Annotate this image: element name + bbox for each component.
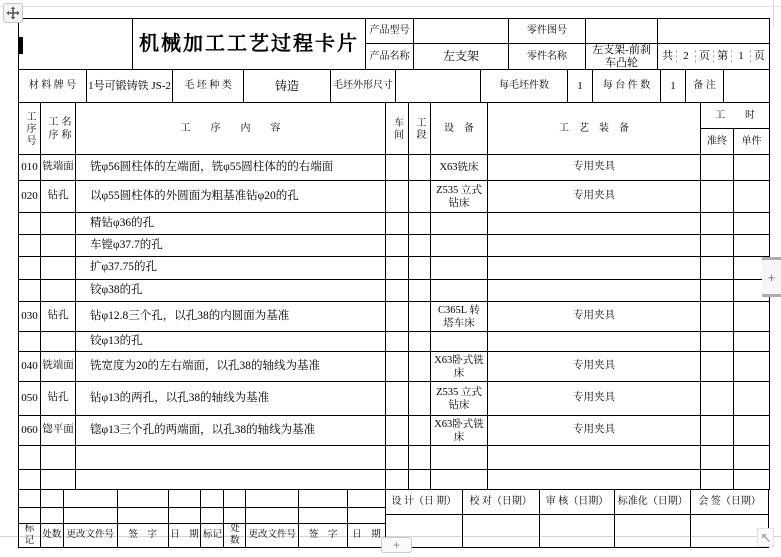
op-no-cell[interactable]	[19, 446, 41, 470]
workshop-cell[interactable]	[386, 235, 409, 257]
revision-empty-cell[interactable]	[19, 508, 41, 524]
workshop-cell[interactable]	[386, 257, 409, 280]
equipment-cell[interactable]: X63卧式铣床	[431, 352, 488, 382]
prep-time-cell[interactable]	[701, 181, 734, 213]
op-row	[19, 470, 770, 490]
op-content-cell[interactable]: 钻φ12.8三个孔，以孔38的内圆面为基准	[76, 302, 386, 332]
tooling-cell[interactable]: 专用夹具	[488, 382, 701, 416]
standardization-signature-cell[interactable]	[615, 514, 691, 548]
op-row	[19, 332, 770, 352]
prep-time-cell[interactable]	[701, 257, 734, 280]
section-cell[interactable]	[409, 280, 431, 302]
col-hours-header: 工 时	[701, 103, 770, 129]
date-label: 日 期	[348, 524, 386, 548]
op-name-cell[interactable]: 铣端面	[41, 352, 76, 382]
col-equipment-header: 设 备	[431, 103, 488, 155]
op-row	[19, 213, 770, 235]
material-section	[18, 69, 770, 103]
product-model-label: 产品型号	[366, 19, 414, 44]
revision-empty-cell[interactable]	[201, 490, 224, 508]
op-content-cell[interactable]: 钻φ13的两孔，以孔38的轴线为基准	[76, 382, 386, 416]
pieces-per-blank-label: 每毛坯件数	[481, 70, 568, 103]
op-content-cell[interactable]	[76, 446, 386, 470]
material-grade-label: 材 料 牌 号	[19, 70, 87, 103]
pieces-per-unit-value[interactable]: 1	[661, 70, 686, 103]
revision-empty-cell[interactable]	[40, 490, 63, 508]
tooling-cell[interactable]	[488, 470, 701, 490]
revision-empty-cell[interactable]	[117, 490, 168, 508]
equipment-cell[interactable]	[431, 332, 488, 352]
op-row	[19, 181, 770, 213]
part-drawing-no-value[interactable]	[586, 19, 658, 44]
part-drawing-no-label: 零件图号	[509, 19, 586, 44]
unit-time-cell[interactable]	[734, 155, 770, 181]
card-title: 机械加工工艺过程卡片	[133, 19, 366, 70]
prep-time-cell[interactable]	[701, 446, 734, 470]
revision-empty-cell[interactable]	[168, 490, 201, 508]
revision-empty-cell[interactable]	[168, 508, 201, 524]
equipment-cell[interactable]: X63卧式铣床	[431, 416, 488, 446]
revision-empty-cell[interactable]	[117, 508, 168, 524]
op-row	[19, 302, 770, 332]
proofread-date-label: 校 对（日期）	[462, 490, 539, 514]
col-section-header: 工段	[409, 103, 431, 155]
page-edge-line	[773, 0, 774, 27]
section-cell[interactable]	[409, 213, 431, 235]
op-no-cell[interactable]	[19, 470, 41, 490]
section-cell[interactable]	[409, 181, 431, 213]
op-name-cell[interactable]: 钻孔	[41, 302, 76, 332]
move-cross-icon	[6, 6, 20, 20]
section-cell[interactable]	[409, 416, 431, 446]
op-name-cell[interactable]	[41, 235, 76, 257]
workshop-cell[interactable]	[386, 280, 409, 302]
col-content-header: 工 序 内 容	[76, 103, 386, 155]
company-cell[interactable]	[19, 19, 133, 70]
op-no-cell[interactable]	[19, 332, 41, 352]
blank-size-label: 毛坯外形尺寸	[331, 70, 396, 103]
blank-type-value[interactable]: 铸造	[244, 70, 331, 103]
tooling-cell[interactable]: 专用夹具	[488, 352, 701, 382]
revision-empty-cell[interactable]	[348, 508, 386, 524]
page-current-value[interactable]: 1	[731, 50, 749, 63]
table-resize-handle[interactable]	[757, 528, 774, 547]
op-content-cell[interactable]: 铣宽度为20的左右端面，以孔38的轴线为基准	[76, 352, 386, 382]
process-card-table	[18, 18, 770, 548]
change-doc-no-label: 更改文件号	[63, 524, 117, 548]
part-name-label: 零件名称	[509, 44, 586, 70]
revision-empty-cell[interactable]	[224, 508, 246, 524]
pages-top-cell[interactable]	[658, 19, 770, 44]
revision-empty-cell[interactable]	[201, 508, 224, 524]
op-name-cell[interactable]: 铣端面	[41, 155, 76, 181]
op-row	[19, 155, 770, 181]
op-no-cell[interactable]	[19, 280, 41, 302]
part-name-value[interactable]: 左支架-前刹车凸轮	[586, 44, 658, 70]
workshop-cell[interactable]	[386, 155, 409, 181]
countersign-date-label: 会 签（日期）	[691, 490, 769, 514]
prep-time-cell[interactable]	[701, 470, 734, 490]
section-cell[interactable]	[409, 332, 431, 352]
design-date-label: 设 计（日 期）	[386, 490, 463, 514]
op-content-cell[interactable]: 车镗φ37.7的孔	[76, 235, 386, 257]
prep-time-cell[interactable]	[701, 235, 734, 257]
change-doc-no-label: 更改文件号	[246, 524, 299, 548]
op-row	[19, 257, 770, 280]
op-no-cell[interactable]: 010	[19, 155, 41, 181]
workshop-cell[interactable]	[386, 416, 409, 446]
tooling-cell[interactable]: 专用夹具	[488, 302, 701, 332]
revision-empty-cell[interactable]	[299, 490, 348, 508]
unit-time-cell[interactable]	[734, 302, 770, 332]
unit-time-cell[interactable]	[734, 416, 770, 446]
mark-label: 标记	[19, 524, 41, 548]
approval-block	[385, 489, 769, 548]
proofread-signature-cell[interactable]	[462, 514, 539, 548]
op-no-cell[interactable]: 030	[19, 302, 41, 332]
revision-empty-cell[interactable]	[19, 490, 41, 508]
prep-time-cell[interactable]	[701, 302, 734, 332]
product-name-value[interactable]: 左支架	[414, 44, 509, 70]
product-name-label: 产品名称	[366, 44, 414, 70]
revision-empty-cell[interactable]	[246, 508, 299, 524]
col-prep-header: 准终	[701, 129, 734, 155]
prep-time-cell[interactable]	[701, 280, 734, 302]
page-margin-line	[0, 6, 781, 7]
revision-empty-cell[interactable]	[348, 490, 386, 508]
op-no-cell[interactable]: 050	[19, 382, 41, 416]
revision-empty-cell[interactable]	[40, 508, 63, 524]
op-row	[19, 235, 770, 257]
unit-time-cell[interactable]	[734, 352, 770, 382]
unit-time-cell[interactable]	[734, 382, 770, 416]
page-current-unit-label: 页	[750, 50, 768, 63]
pages-unit-label: 页	[695, 50, 713, 63]
unit-time-cell[interactable]	[734, 446, 770, 470]
revision-empty-cell[interactable]	[63, 508, 117, 524]
product-model-value[interactable]	[414, 19, 509, 44]
op-content-cell[interactable]: 铣φ56圆柱体的左端面，铣φ55圆柱体的的右端面	[76, 155, 386, 181]
title-section	[18, 18, 770, 70]
tooling-cell[interactable]	[488, 213, 701, 235]
tooling-cell[interactable]	[488, 280, 701, 302]
col-unit-header: 单件	[734, 129, 770, 155]
revision-empty-cell[interactable]	[63, 490, 117, 508]
section-cell[interactable]	[409, 352, 431, 382]
tooling-cell[interactable]: 专用夹具	[488, 416, 701, 446]
op-no-cell[interactable]: 060	[19, 416, 41, 446]
op-row	[19, 382, 770, 416]
blank-type-label: 毛 坯 种 类	[173, 70, 244, 103]
prep-time-cell[interactable]	[701, 332, 734, 352]
page-current-label: 第	[713, 50, 731, 63]
process-section	[18, 102, 770, 490]
unit-time-cell[interactable]	[734, 213, 770, 235]
op-content-cell[interactable]	[76, 470, 386, 490]
workshop-cell[interactable]	[386, 332, 409, 352]
add-column-control[interactable]	[762, 257, 781, 297]
plus-icon: +	[767, 269, 776, 285]
op-content-cell[interactable]: 锪φ13三个孔的两端面，以孔38的轴线为基准	[76, 416, 386, 446]
prep-time-cell[interactable]	[701, 155, 734, 181]
count-label: 处数	[40, 524, 63, 548]
section-cell[interactable]	[409, 382, 431, 416]
op-name-cell[interactable]	[41, 213, 76, 235]
op-no-cell[interactable]	[19, 257, 41, 280]
resize-arrow-icon	[760, 532, 771, 543]
op-name-cell[interactable]	[41, 332, 76, 352]
text-cursor	[18, 37, 23, 54]
op-row	[19, 446, 770, 470]
col-op-name-header: 工序名称	[41, 103, 76, 155]
tooling-cell[interactable]: 专用夹具	[488, 181, 701, 213]
equipment-cell[interactable]	[431, 280, 488, 302]
count-label: 处数	[224, 524, 246, 548]
add-column-guide-bar	[762, 294, 781, 297]
equipment-cell[interactable]: C365L 转塔车床	[431, 302, 488, 332]
op-content-cell[interactable]: 精钻φ36的孔	[76, 213, 386, 235]
pages-total-value[interactable]: 2	[676, 50, 694, 63]
mark-label: 标记	[201, 524, 224, 548]
pages-cell	[658, 44, 770, 70]
op-row	[19, 280, 770, 302]
workshop-cell[interactable]	[386, 470, 409, 490]
op-no-cell[interactable]: 040	[19, 352, 41, 382]
equipment-cell[interactable]: Z535 立式钻床	[431, 382, 488, 416]
revision-empty-cell[interactable]	[246, 490, 299, 508]
unit-time-cell[interactable]	[734, 235, 770, 257]
unit-time-cell[interactable]	[734, 470, 770, 490]
op-content-cell[interactable]: 铰φ38的孔	[76, 280, 386, 302]
tooling-cell[interactable]	[488, 332, 701, 352]
op-row	[19, 416, 770, 446]
unit-time-cell[interactable]	[734, 332, 770, 352]
equipment-cell[interactable]	[431, 213, 488, 235]
prep-time-cell[interactable]	[701, 352, 734, 382]
signature-label: 签 字	[117, 524, 168, 548]
workshop-cell[interactable]	[386, 213, 409, 235]
prep-time-cell[interactable]	[701, 382, 734, 416]
review-date-label: 审 核（日期）	[539, 490, 615, 514]
table-move-handle[interactable]	[3, 3, 23, 23]
blank-size-value[interactable]	[396, 70, 481, 103]
col-workshop-header: 车间	[386, 103, 409, 155]
revision-block	[18, 489, 386, 548]
op-name-cell[interactable]: 钻孔	[41, 382, 76, 416]
op-content-cell[interactable]: 扩φ37.75的孔	[76, 257, 386, 280]
workshop-cell[interactable]	[386, 181, 409, 213]
section-cell[interactable]	[409, 257, 431, 280]
tooling-cell[interactable]	[488, 446, 701, 470]
section-cell[interactable]	[409, 302, 431, 332]
tooling-cell[interactable]	[488, 235, 701, 257]
workshop-cell[interactable]	[386, 382, 409, 416]
section-cell[interactable]	[409, 446, 431, 470]
op-name-cell[interactable]	[41, 446, 76, 470]
add-row-button[interactable]: +	[381, 537, 412, 553]
workshop-cell[interactable]	[386, 302, 409, 332]
remarks-label: 备 注	[686, 70, 724, 103]
op-no-cell[interactable]	[19, 213, 41, 235]
revision-empty-cell[interactable]	[299, 508, 348, 524]
op-name-cell[interactable]	[41, 470, 76, 490]
standardization-date-label: 标准化（日期）	[615, 490, 691, 514]
workshop-cell[interactable]	[386, 352, 409, 382]
revision-empty-cell[interactable]	[224, 490, 246, 508]
op-no-cell[interactable]: 020	[19, 181, 41, 213]
tooling-cell[interactable]: 专用夹具	[488, 155, 701, 181]
section-cell[interactable]	[409, 235, 431, 257]
section-cell[interactable]	[409, 470, 431, 490]
equipment-cell[interactable]	[431, 257, 488, 280]
signature-label: 签 字	[299, 524, 348, 548]
op-no-cell[interactable]	[19, 235, 41, 257]
pages-total-label: 共	[662, 50, 674, 63]
col-op-no-header: 工序号	[19, 103, 41, 155]
material-grade-value[interactable]: 1号可锻铸铁 JS-2	[87, 70, 173, 103]
col-tooling-header: 工 艺 装 备	[488, 103, 701, 155]
op-row	[19, 352, 770, 382]
pieces-per-unit-label: 每 台 件 数	[593, 70, 661, 103]
op-content-cell[interactable]: 铰φ13的孔	[76, 332, 386, 352]
equipment-cell[interactable]: Z535 立式钻床	[431, 181, 488, 213]
remarks-value[interactable]	[724, 70, 770, 103]
op-name-cell[interactable]	[41, 257, 76, 280]
workshop-cell[interactable]	[386, 446, 409, 470]
equipment-cell[interactable]	[431, 235, 488, 257]
equipment-cell[interactable]	[431, 446, 488, 470]
equipment-cell[interactable]	[431, 470, 488, 490]
op-content-cell[interactable]: 以φ55圆柱体的外圆面为粗基准钻φ20的孔	[76, 181, 386, 213]
tooling-cell[interactable]	[488, 257, 701, 280]
section-cell[interactable]	[409, 155, 431, 181]
prep-time-cell[interactable]	[701, 213, 734, 235]
prep-time-cell[interactable]	[701, 416, 734, 446]
review-signature-cell[interactable]	[539, 514, 615, 548]
unit-time-cell[interactable]	[734, 181, 770, 213]
op-name-cell[interactable]: 锪平面	[41, 416, 76, 446]
pieces-per-blank-value[interactable]: 1	[568, 70, 593, 103]
op-name-cell[interactable]	[41, 280, 76, 302]
date-label: 日 期	[168, 524, 201, 548]
op-name-cell[interactable]: 钻孔	[41, 181, 76, 213]
equipment-cell[interactable]: X63铣床	[431, 155, 488, 181]
